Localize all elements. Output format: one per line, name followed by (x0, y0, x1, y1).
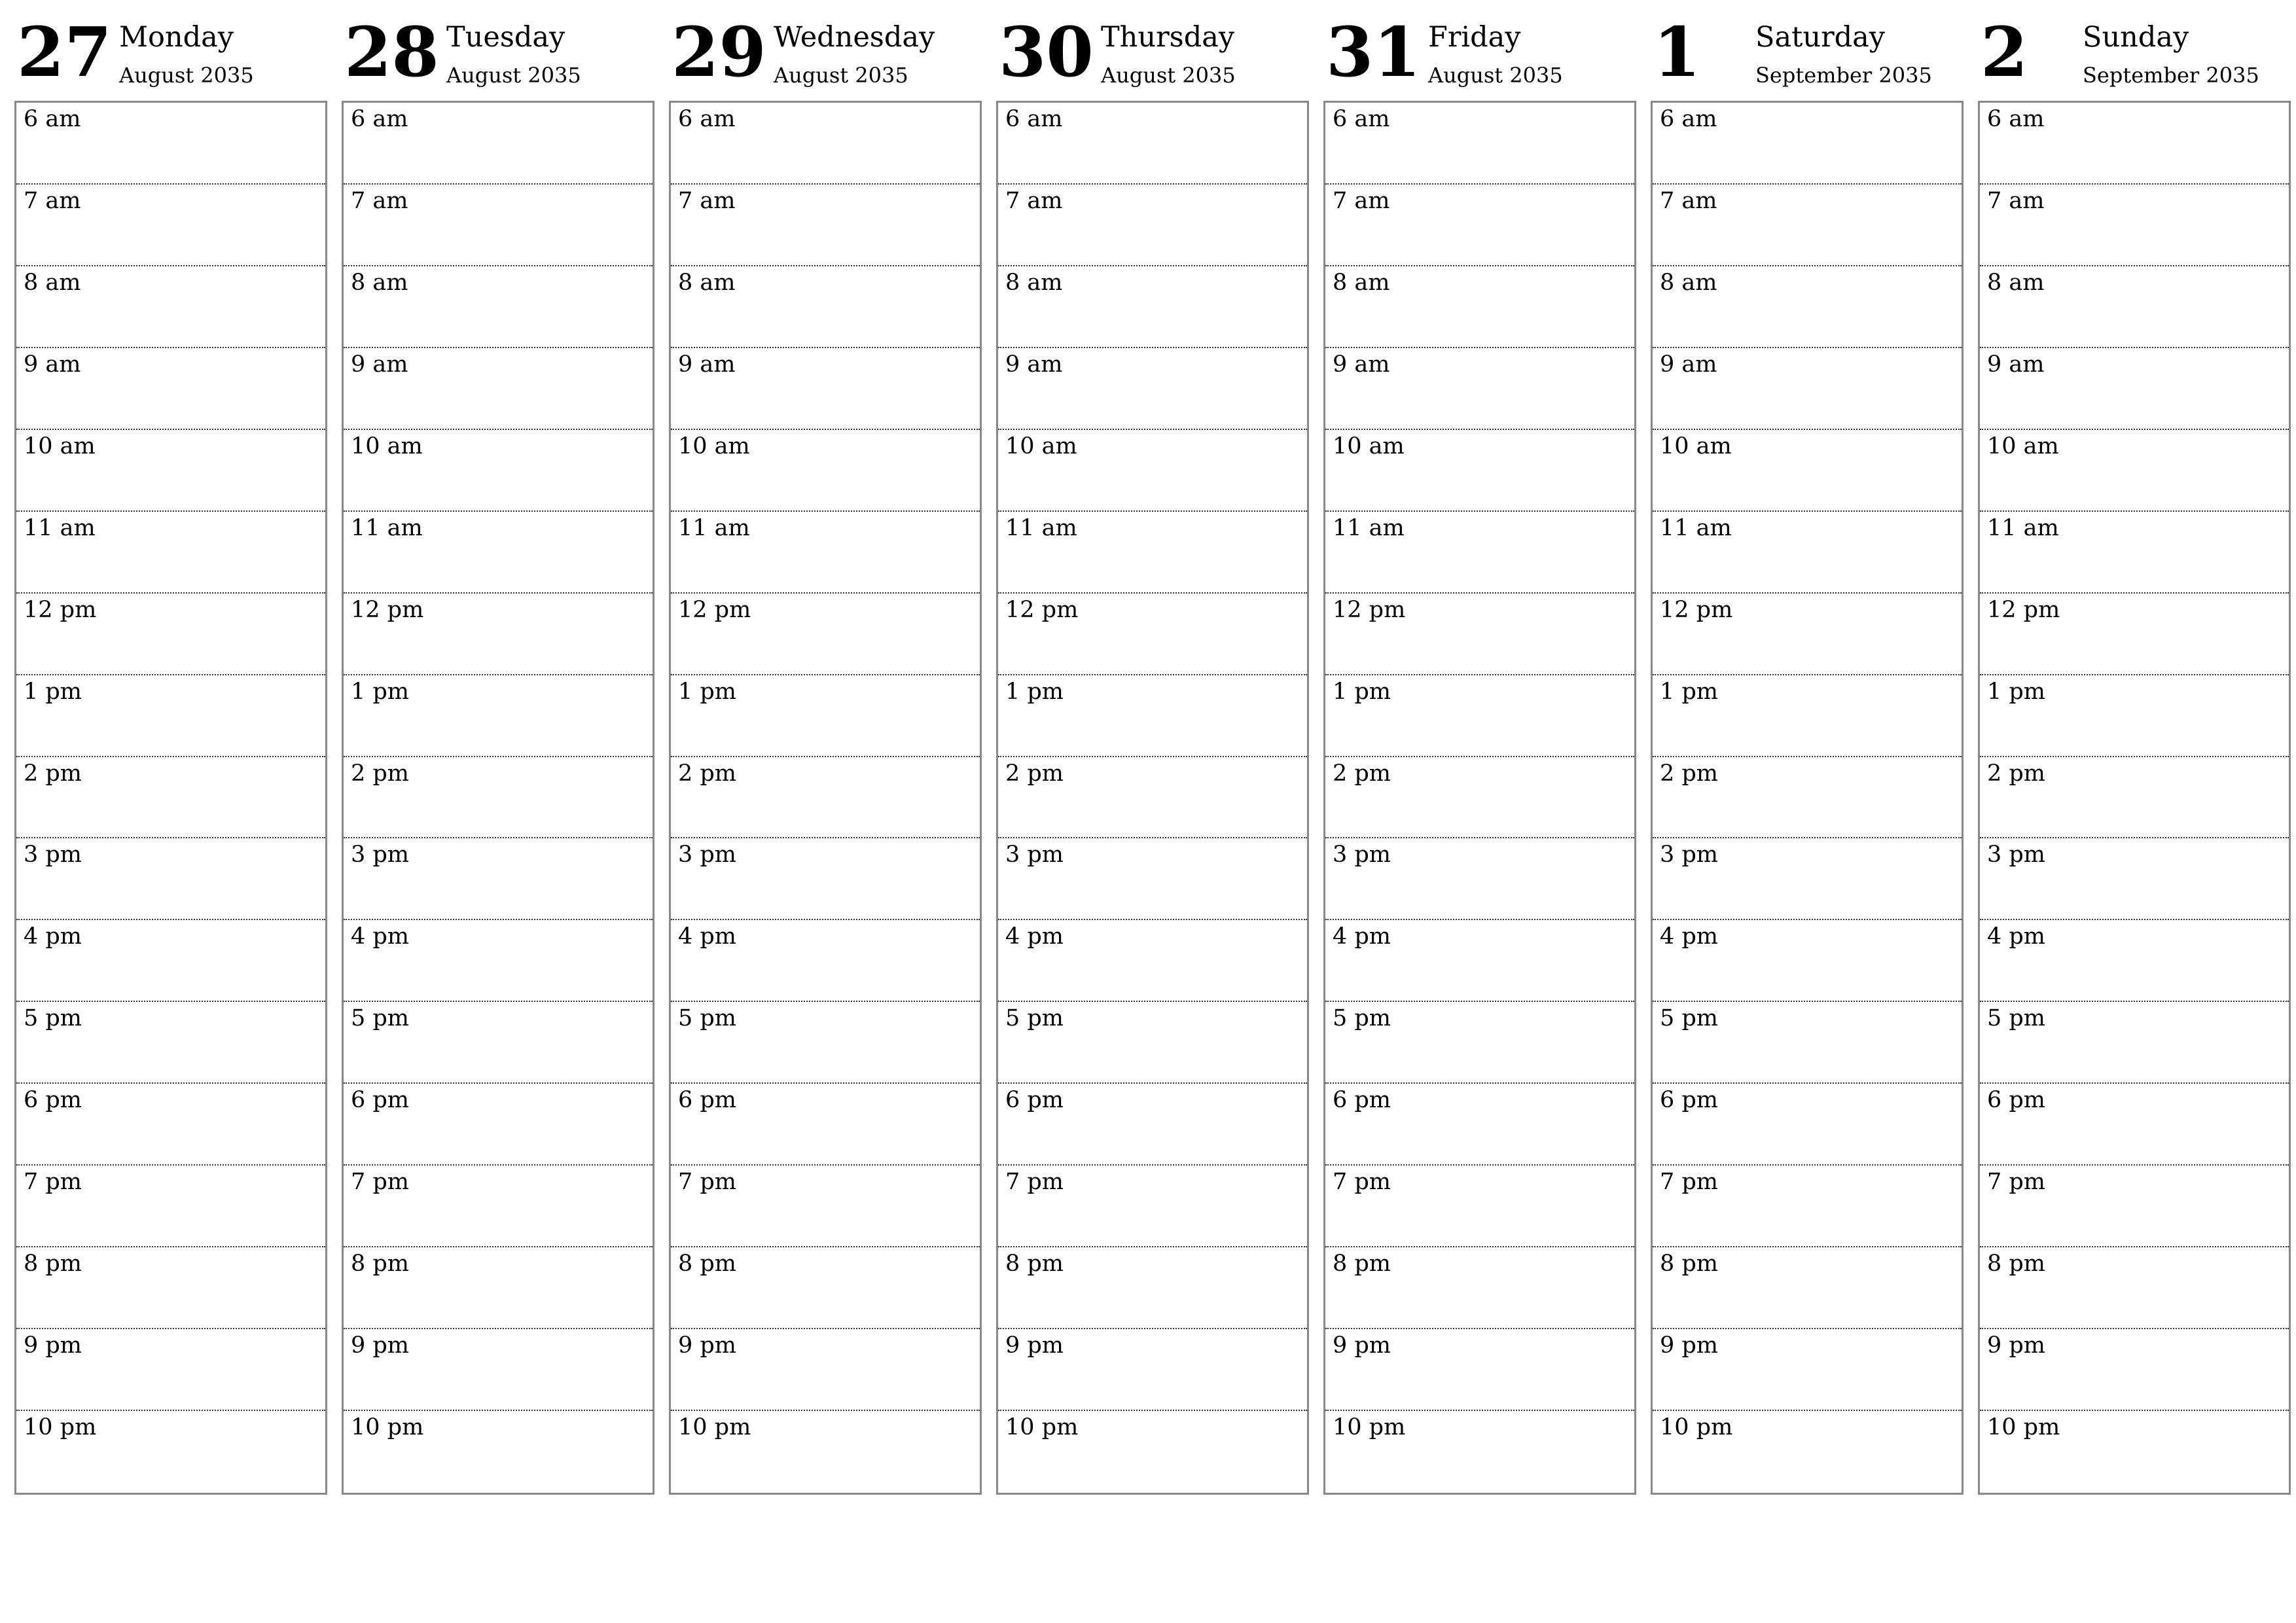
hour-slot[interactable] (998, 103, 1307, 185)
hour-label: 7 am (678, 187, 736, 214)
hour-label: 11 am (1333, 514, 1405, 541)
hour-slot[interactable] (1653, 185, 1962, 266)
hour-label: 10 am (351, 433, 423, 459)
hour-slot[interactable] (671, 1166, 980, 1247)
hour-label: 6 pm (1005, 1087, 1064, 1114)
hour-slot[interactable] (998, 675, 1307, 757)
hour-slot[interactable] (1980, 838, 2289, 920)
hour-label: 8 am (1005, 269, 1063, 296)
hour-slot[interactable] (998, 838, 1307, 920)
hour-slot[interactable] (1980, 266, 2289, 348)
hour-label: 6 am (1333, 106, 1390, 132)
hour-label: 5 pm (351, 1005, 409, 1032)
hour-slot[interactable] (344, 430, 653, 512)
day-schedule-box (14, 101, 327, 1495)
hour-slot[interactable] (1980, 1084, 2289, 1166)
hour-label: 9 pm (351, 1332, 409, 1359)
hour-slot[interactable] (16, 594, 325, 675)
hour-slot[interactable] (16, 512, 325, 594)
hour-slot[interactable] (1653, 1166, 1962, 1247)
hour-label: 1 pm (24, 678, 82, 705)
hour-label: 6 am (24, 106, 81, 132)
hour-slot[interactable] (671, 185, 980, 266)
hour-slot[interactable] (998, 348, 1307, 430)
hour-label: 2 pm (1333, 760, 1391, 787)
hour-slot[interactable] (16, 185, 325, 266)
hour-slot[interactable] (344, 838, 653, 920)
hour-slot[interactable] (1653, 512, 1962, 594)
hour-label: 2 pm (351, 760, 409, 787)
day-schedule-box (996, 101, 1309, 1495)
hour-slot[interactable] (1653, 920, 1962, 1002)
hour-slot[interactable] (1980, 1002, 2289, 1084)
hour-label: 8 pm (678, 1251, 736, 1277)
month-year-label: September 2035 (1755, 63, 1932, 88)
hour-slot[interactable] (671, 430, 980, 512)
hour-label: 11 am (1987, 514, 2059, 541)
month-year-label: August 2035 (119, 63, 254, 88)
day-number: 31 (1326, 12, 1421, 92)
hour-slot[interactable] (1980, 1411, 2289, 1493)
month-year-label: August 2035 (774, 63, 908, 88)
hour-slot[interactable] (1325, 348, 1634, 430)
hour-slot[interactable] (998, 266, 1307, 348)
hour-slot[interactable] (1980, 675, 2289, 757)
hour-label: 3 pm (1005, 842, 1064, 868)
hour-label: 8 pm (24, 1251, 82, 1277)
hour-slot[interactable] (344, 512, 653, 594)
hour-label: 8 pm (1660, 1251, 1718, 1277)
hour-slot[interactable] (671, 348, 980, 430)
hour-slot[interactable] (671, 675, 980, 757)
hour-slot[interactable] (16, 1084, 325, 1166)
hour-label: 7 pm (1005, 1169, 1064, 1196)
hour-label: 1 pm (1333, 678, 1391, 705)
hour-label: 3 pm (678, 842, 736, 868)
hour-label: 8 am (1987, 269, 2045, 296)
hour-label: 9 am (1987, 351, 2045, 378)
hour-label: 8 pm (1333, 1251, 1391, 1277)
day-number: 1 (1653, 12, 1701, 92)
hour-label: 5 pm (1005, 1005, 1064, 1032)
hour-label: 10 am (1005, 433, 1077, 459)
hour-label: 6 pm (24, 1087, 82, 1114)
hour-slot[interactable] (998, 594, 1307, 675)
hour-label: 5 pm (24, 1005, 82, 1032)
hour-slot[interactable] (16, 838, 325, 920)
hour-label: 10 am (1660, 433, 1732, 459)
hour-slot[interactable] (1653, 594, 1962, 675)
hour-label: 9 am (1333, 351, 1390, 378)
hour-slot[interactable] (344, 103, 653, 185)
hour-label: 9 pm (678, 1332, 736, 1359)
hour-slot[interactable] (671, 266, 980, 348)
hour-slot[interactable] (1325, 675, 1634, 757)
day-column (14, 13, 327, 1499)
day-header (1978, 13, 2291, 101)
hour-label: 12 pm (1333, 596, 1406, 623)
day-column (342, 13, 655, 1499)
hour-slot[interactable] (1653, 1411, 1962, 1493)
hour-slot[interactable] (16, 103, 325, 185)
day-schedule-box (1651, 101, 1964, 1495)
hour-label: 9 pm (1005, 1332, 1064, 1359)
hour-slot[interactable] (671, 1084, 980, 1166)
hour-slot[interactable] (344, 594, 653, 675)
hour-label: 7 pm (1333, 1169, 1391, 1196)
hour-label: 1 pm (678, 678, 736, 705)
day-schedule-box (1323, 101, 1636, 1495)
hour-label: 3 pm (1333, 842, 1391, 868)
weekday-name: Friday (1428, 21, 1521, 54)
day-column (1651, 13, 1964, 1499)
day-schedule-box (342, 101, 655, 1495)
weekday-name: Tuesday (446, 21, 565, 54)
hour-slot[interactable] (1653, 1084, 1962, 1166)
hour-slot[interactable] (1653, 430, 1962, 512)
hour-label: 3 pm (351, 842, 409, 868)
hour-slot[interactable] (1325, 512, 1634, 594)
hour-label: 9 am (678, 351, 736, 378)
hour-slot[interactable] (344, 1002, 653, 1084)
hour-label: 8 pm (351, 1251, 409, 1277)
hour-label: 12 pm (1987, 596, 2060, 623)
day-column (996, 13, 1309, 1499)
hour-label: 6 pm (1987, 1087, 2045, 1114)
day-number: 28 (344, 12, 439, 92)
hour-label: 7 pm (678, 1169, 736, 1196)
hour-label: 11 am (678, 514, 750, 541)
hour-slot[interactable] (1325, 185, 1634, 266)
hour-label: 9 am (351, 351, 408, 378)
hour-label: 9 pm (1987, 1332, 2045, 1359)
hour-slot[interactable] (998, 1411, 1307, 1493)
hour-label: 4 pm (678, 923, 736, 950)
hour-slot[interactable] (1980, 1329, 2289, 1411)
hour-slot[interactable] (671, 1329, 980, 1411)
hour-label: 7 am (1987, 187, 2045, 214)
hour-label: 6 pm (351, 1087, 409, 1114)
hour-label: 6 am (351, 106, 408, 132)
hour-slot[interactable] (1325, 1084, 1634, 1166)
hour-slot[interactable] (16, 1166, 325, 1247)
hour-slot[interactable] (1980, 348, 2289, 430)
hour-label: 10 pm (24, 1414, 97, 1440)
hour-label: 2 pm (1005, 760, 1064, 787)
hour-label: 9 pm (1333, 1332, 1391, 1359)
hour-label: 6 am (1987, 106, 2045, 132)
hour-label: 12 pm (678, 596, 751, 623)
hour-slot[interactable] (1325, 430, 1634, 512)
weekday-name: Saturday (1755, 21, 1886, 54)
hour-slot[interactable] (1653, 838, 1962, 920)
hour-slot[interactable] (344, 348, 653, 430)
day-header (342, 13, 655, 101)
hour-label: 9 pm (24, 1332, 82, 1359)
hour-slot[interactable] (1980, 1166, 2289, 1247)
hour-slot[interactable] (998, 430, 1307, 512)
hour-slot[interactable] (16, 348, 325, 430)
hour-label: 7 pm (1660, 1169, 1718, 1196)
weekday-name: Monday (119, 21, 234, 54)
hour-label: 7 pm (24, 1169, 82, 1196)
hour-slot[interactable] (998, 757, 1307, 839)
hour-label: 2 pm (24, 760, 82, 787)
hour-label: 9 am (24, 351, 81, 378)
hour-label: 4 pm (1005, 923, 1064, 950)
hour-slot[interactable] (1325, 1166, 1634, 1247)
hour-label: 12 pm (1660, 596, 1733, 623)
hour-slot[interactable] (671, 757, 980, 839)
hour-slot[interactable] (344, 757, 653, 839)
hour-slot[interactable] (16, 1329, 325, 1411)
hour-slot[interactable] (1980, 1247, 2289, 1329)
day-number: 2 (1981, 12, 2028, 92)
hour-label: 9 am (1005, 351, 1063, 378)
hour-label: 4 pm (1987, 923, 2045, 950)
hour-slot[interactable] (1325, 1247, 1634, 1329)
hour-slot[interactable] (998, 1002, 1307, 1084)
hour-slot[interactable] (16, 266, 325, 348)
hour-slot[interactable] (344, 1411, 653, 1493)
hour-slot[interactable] (1653, 675, 1962, 757)
hour-label: 3 pm (1660, 842, 1718, 868)
hour-slot[interactable] (344, 1329, 653, 1411)
hour-slot[interactable] (1325, 1329, 1634, 1411)
day-header (996, 13, 1309, 101)
hour-label: 12 pm (351, 596, 424, 623)
hour-slot[interactable] (344, 920, 653, 1002)
hour-label: 7 am (351, 187, 408, 214)
hour-label: 1 pm (1660, 678, 1718, 705)
hour-slot[interactable] (344, 1247, 653, 1329)
hour-slot[interactable] (671, 838, 980, 920)
hour-label: 6 am (678, 106, 736, 132)
hour-slot[interactable] (1653, 1329, 1962, 1411)
hour-label: 11 am (351, 514, 423, 541)
hour-label: 10 pm (351, 1414, 424, 1440)
month-year-label: September 2035 (2083, 63, 2259, 88)
hour-slot[interactable] (1980, 594, 2289, 675)
hour-slot[interactable] (671, 1411, 980, 1493)
hour-slot[interactable] (671, 920, 980, 1002)
hour-label: 5 pm (1987, 1005, 2045, 1032)
hour-slot[interactable] (998, 512, 1307, 594)
hour-label: 1 pm (1987, 678, 2045, 705)
hour-label: 10 pm (1333, 1414, 1406, 1440)
hour-slot[interactable] (1653, 757, 1962, 839)
hour-slot[interactable] (16, 675, 325, 757)
month-year-label: August 2035 (1101, 63, 1236, 88)
hour-label: 7 am (1660, 187, 1717, 214)
hour-label: 8 am (351, 269, 408, 296)
hour-label: 12 pm (24, 596, 97, 623)
hour-label: 7 am (1333, 187, 1390, 214)
day-schedule-box (669, 101, 982, 1495)
hour-slot[interactable] (1325, 1411, 1634, 1493)
hour-label: 3 pm (24, 842, 82, 868)
hour-slot[interactable] (344, 675, 653, 757)
hour-label: 8 am (24, 269, 81, 296)
weekday-name: Wednesday (774, 21, 935, 54)
hour-label: 7 am (1005, 187, 1063, 214)
hour-label: 2 pm (1660, 760, 1718, 787)
hour-label: 12 pm (1005, 596, 1079, 623)
hour-label: 9 am (1660, 351, 1717, 378)
hour-label: 9 pm (1660, 1332, 1718, 1359)
hour-label: 10 pm (1005, 1414, 1079, 1440)
hour-slot[interactable] (1325, 594, 1634, 675)
hour-slot[interactable] (671, 103, 980, 185)
day-header (1323, 13, 1636, 101)
hour-label: 1 pm (351, 678, 409, 705)
weekly-planner (14, 13, 2286, 1499)
hour-slot[interactable] (1653, 1002, 1962, 1084)
month-year-label: August 2035 (446, 63, 581, 88)
hour-slot[interactable] (1980, 185, 2289, 266)
hour-slot[interactable] (16, 757, 325, 839)
hour-label: 6 pm (1333, 1087, 1391, 1114)
hour-slot[interactable] (1980, 103, 2289, 185)
hour-slot[interactable] (998, 920, 1307, 1002)
day-number: 29 (672, 12, 766, 92)
hour-label: 8 am (1333, 269, 1390, 296)
hour-label: 8 pm (1005, 1251, 1064, 1277)
day-header (669, 13, 982, 101)
hour-label: 10 am (24, 433, 96, 459)
hour-label: 7 am (24, 187, 81, 214)
hour-label: 10 am (1333, 433, 1405, 459)
hour-slot[interactable] (998, 1084, 1307, 1166)
hour-slot[interactable] (16, 1002, 325, 1084)
hour-label: 4 pm (1660, 923, 1718, 950)
hour-slot[interactable] (344, 1084, 653, 1166)
hour-slot[interactable] (1325, 757, 1634, 839)
hour-slot[interactable] (16, 1247, 325, 1329)
hour-label: 2 pm (678, 760, 736, 787)
day-header (14, 13, 327, 101)
month-year-label: August 2035 (1428, 63, 1563, 88)
hour-label: 11 am (1005, 514, 1077, 541)
hour-slot[interactable] (1325, 838, 1634, 920)
hour-slot[interactable] (998, 185, 1307, 266)
hour-slot[interactable] (344, 185, 653, 266)
hour-slot[interactable] (1325, 103, 1634, 185)
weekday-name: Sunday (2083, 21, 2189, 54)
hour-slot[interactable] (344, 266, 653, 348)
hour-label: 6 am (1005, 106, 1063, 132)
hour-label: 4 pm (351, 923, 409, 950)
hour-label: 8 am (678, 269, 736, 296)
hour-slot[interactable] (1980, 757, 2289, 839)
day-number: 30 (999, 12, 1094, 92)
hour-label: 10 pm (1660, 1414, 1733, 1440)
hour-label: 5 pm (1660, 1005, 1718, 1032)
hour-slot[interactable] (998, 1329, 1307, 1411)
hour-label: 7 pm (1987, 1169, 2045, 1196)
hour-label: 4 pm (1333, 923, 1391, 950)
hour-label: 6 pm (1660, 1087, 1718, 1114)
hour-slot[interactable] (16, 430, 325, 512)
hour-slot[interactable] (344, 1166, 653, 1247)
hour-label: 4 pm (24, 923, 82, 950)
hour-slot[interactable] (16, 920, 325, 1002)
hour-slot[interactable] (1653, 348, 1962, 430)
hour-slot[interactable] (998, 1166, 1307, 1247)
hour-label: 2 pm (1987, 760, 2045, 787)
hour-slot[interactable] (671, 1002, 980, 1084)
hour-label: 11 am (24, 514, 96, 541)
hour-label: 5 pm (678, 1005, 736, 1032)
hour-label: 8 pm (1987, 1251, 2045, 1277)
hour-slot[interactable] (1980, 512, 2289, 594)
hour-slot[interactable] (998, 1247, 1307, 1329)
hour-slot[interactable] (1325, 1002, 1634, 1084)
hour-slot[interactable] (16, 1411, 325, 1493)
hour-slot[interactable] (671, 594, 980, 675)
day-column (1978, 13, 2291, 1499)
hour-label: 11 am (1660, 514, 1732, 541)
day-column (669, 13, 982, 1499)
hour-slot[interactable] (671, 1247, 980, 1329)
hour-label: 6 am (1660, 106, 1717, 132)
hour-slot[interactable] (1653, 1247, 1962, 1329)
hour-label: 1 pm (1005, 678, 1064, 705)
day-column (1323, 13, 1636, 1499)
hour-slot[interactable] (1325, 920, 1634, 1002)
hour-slot[interactable] (1325, 266, 1634, 348)
hour-label: 7 pm (351, 1169, 409, 1196)
hour-label: 3 pm (1987, 842, 2045, 868)
hour-label: 10 pm (1987, 1414, 2060, 1440)
hour-slot[interactable] (1653, 103, 1962, 185)
hour-slot[interactable] (1653, 266, 1962, 348)
day-schedule-box (1978, 101, 2291, 1495)
day-number: 27 (17, 12, 112, 92)
hour-label: 5 pm (1333, 1005, 1391, 1032)
hour-slot[interactable] (1980, 920, 2289, 1002)
hour-slot[interactable] (671, 512, 980, 594)
day-header (1651, 13, 1964, 101)
hour-label: 10 pm (678, 1414, 751, 1440)
hour-label: 6 pm (678, 1087, 736, 1114)
hour-slot[interactable] (1980, 430, 2289, 512)
weekday-name: Thursday (1101, 21, 1235, 54)
hour-label: 10 am (678, 433, 750, 459)
hour-label: 10 am (1987, 433, 2059, 459)
hour-label: 8 am (1660, 269, 1717, 296)
